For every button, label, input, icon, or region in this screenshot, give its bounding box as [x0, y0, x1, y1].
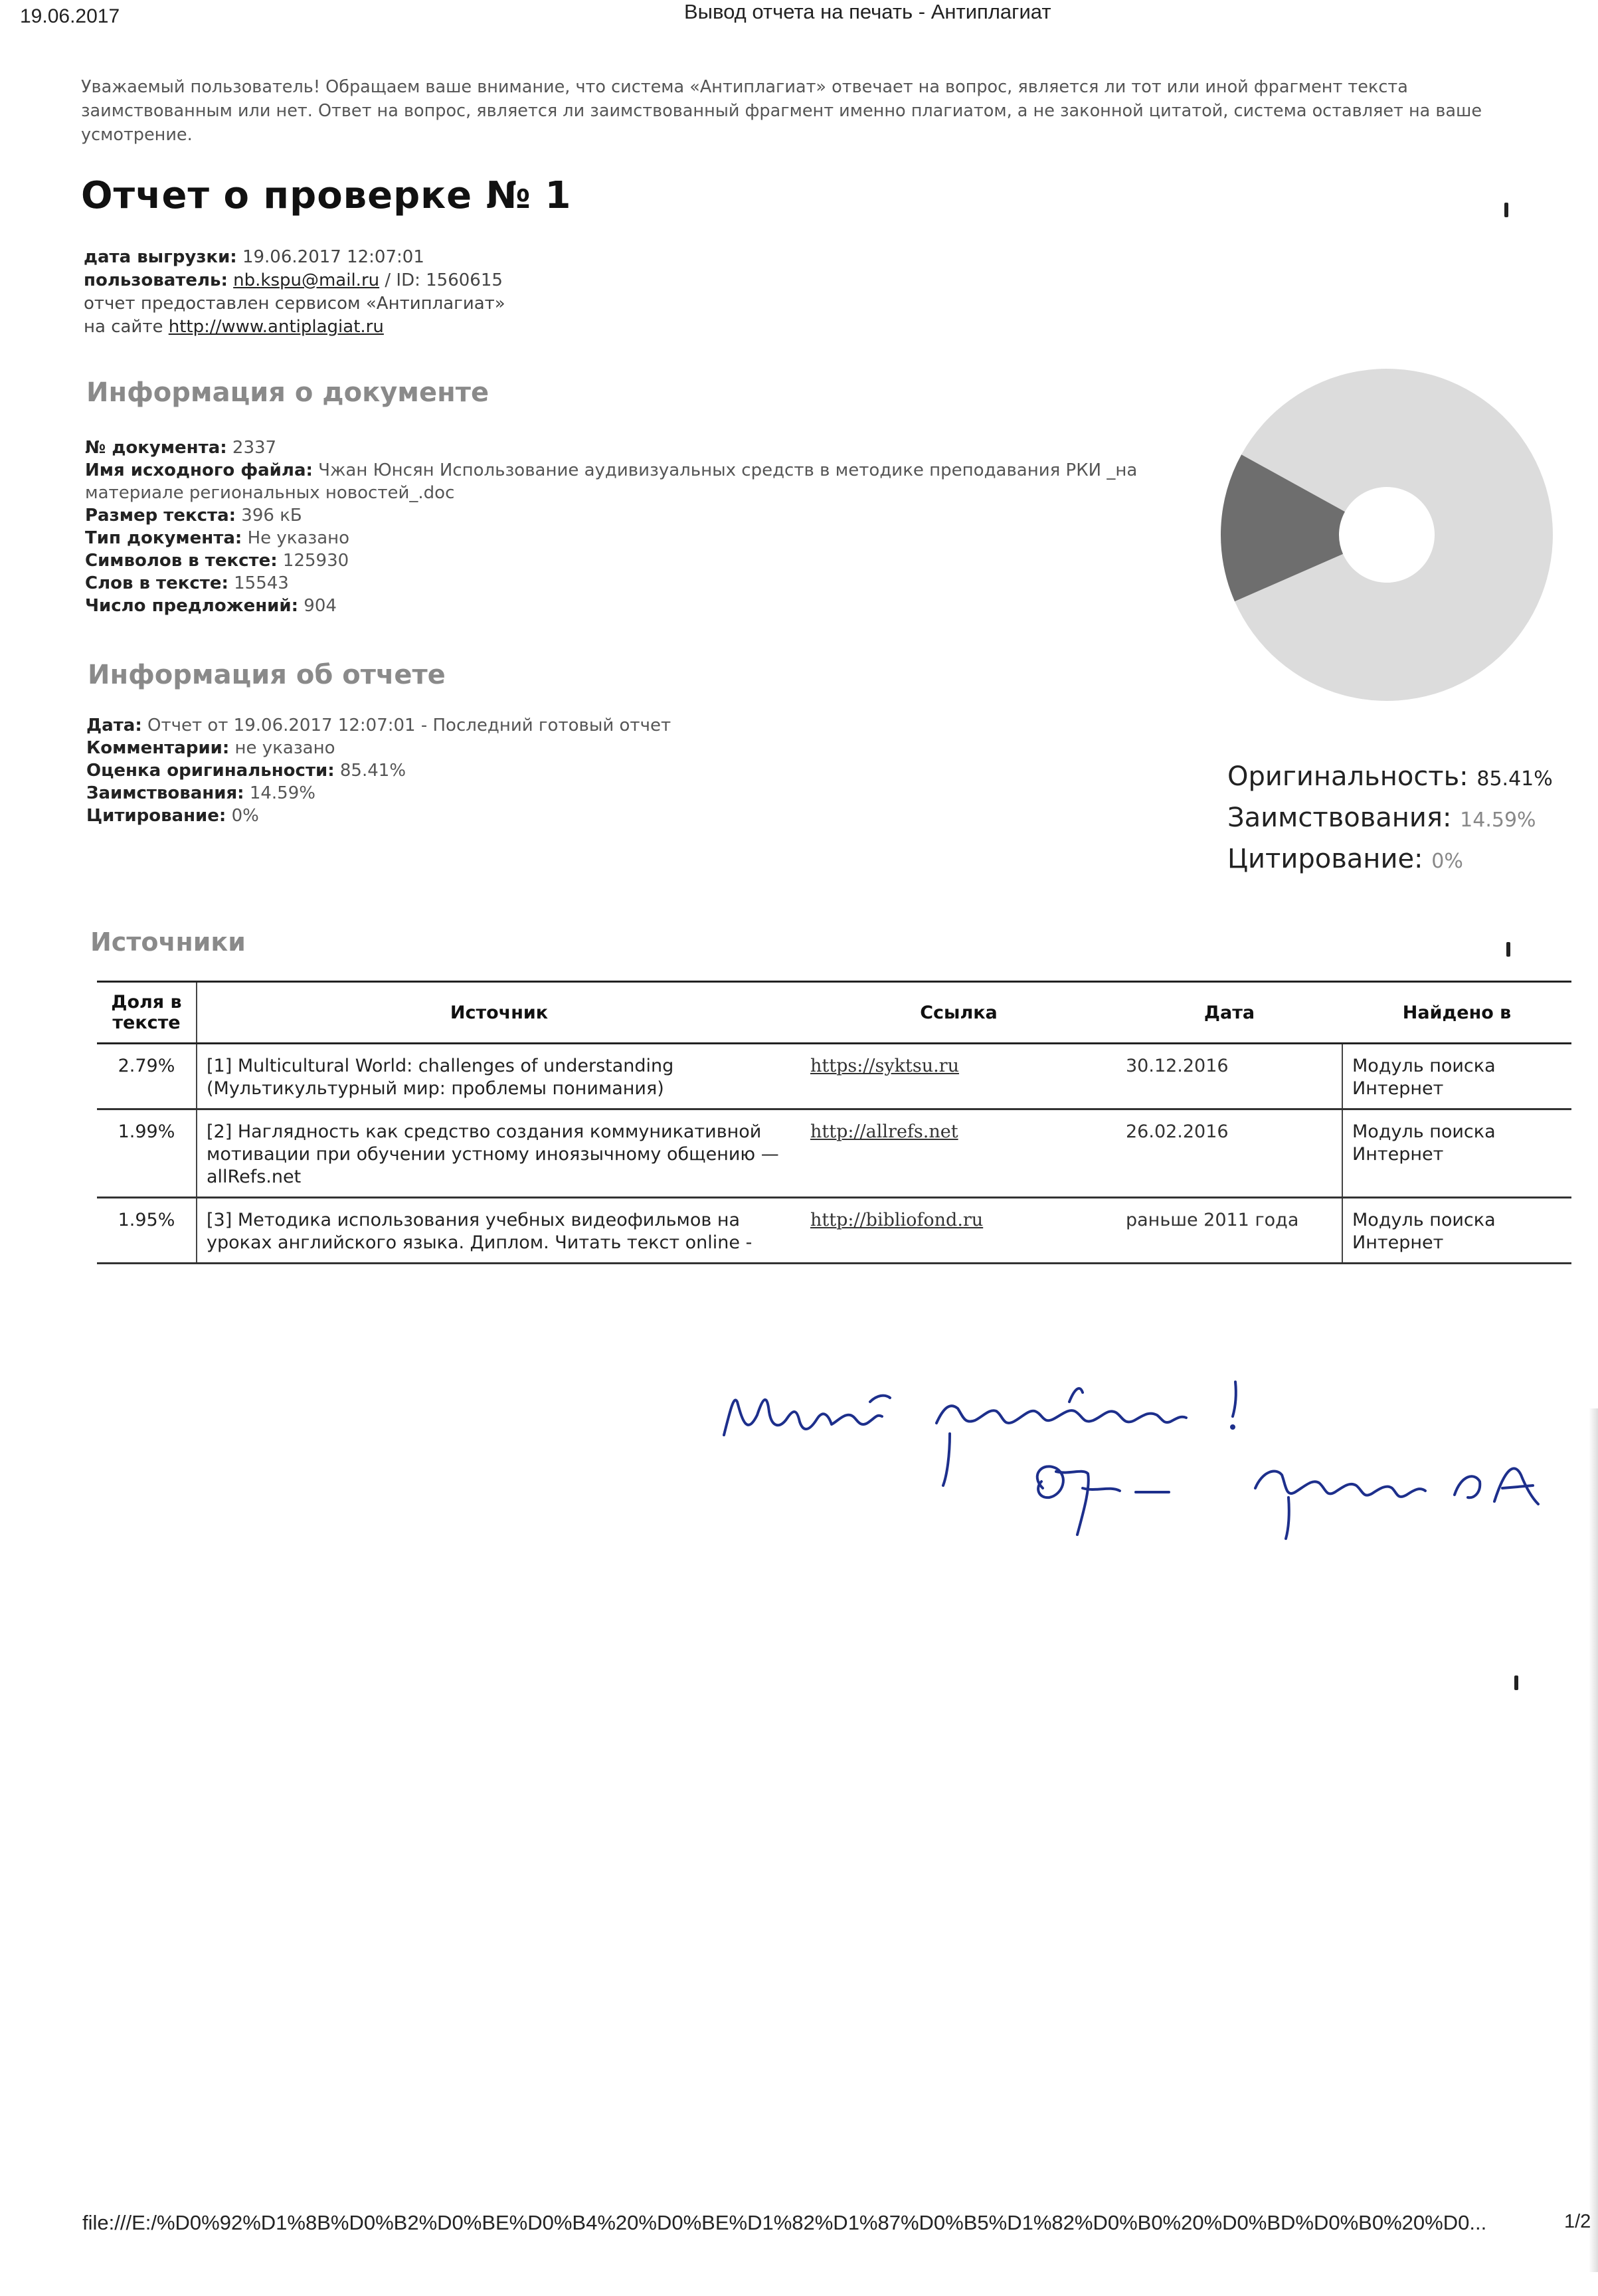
- size-label: Размер текста:: [85, 506, 236, 526]
- row-source-line2: уроках английского языка. Диплом. Читать текст online -: [207, 1232, 753, 1253]
- row-link[interactable]: https://syktsu.ru: [801, 1044, 1116, 1109]
- user-id: / ID: 1560615: [385, 270, 503, 290]
- row-date: раньше 2011 года: [1116, 1198, 1342, 1264]
- site-row: [84, 316, 505, 339]
- stat-originality-label: Оригинальность:: [1227, 761, 1468, 792]
- print-page-title: Вывод отчета на печать - Антиплагиат: [684, 0, 1051, 23]
- file-name-row-cont: [85, 482, 1181, 504]
- export-date-label: дата выгрузки:: [84, 247, 237, 267]
- row-share: 1.99%: [97, 1109, 197, 1198]
- row-date: 30.12.2016: [1116, 1044, 1342, 1109]
- row-found-line1: Модуль поиска: [1352, 1056, 1496, 1076]
- type-row: [85, 527, 1181, 549]
- row-link[interactable]: http://bibliofond.ru: [801, 1198, 1116, 1264]
- row-date: 26.02.2016: [1116, 1109, 1342, 1198]
- row-source-line1: [3] Методика использования учебных видеофильмов на: [207, 1210, 741, 1230]
- provided-by: отчет предоставлен сервисом «Антиплагиат»: [84, 294, 505, 314]
- originality-pie-chart: [1214, 362, 1559, 708]
- file-name-value: Чжан Юнсян Использование аудивизуальных средств в методике преподавания РКИ _на: [318, 460, 1138, 480]
- type-label: Тип документа:: [85, 528, 242, 548]
- col-share-line1: Доля в: [111, 992, 182, 1012]
- originality-score-value: 85.41%: [339, 761, 406, 781]
- size-row: [85, 504, 1181, 527]
- citation-row: [86, 805, 1083, 827]
- file-name-label: Имя исходного файла:: [85, 460, 313, 480]
- site-url-link[interactable]: http://www.antiplagiat.ru: [168, 317, 384, 337]
- sentences-label: Число предложений:: [85, 596, 299, 616]
- stat-originality: [1227, 757, 1553, 799]
- row-source-line2: (Мультикультурный мир: проблемы понимания): [207, 1078, 664, 1099]
- doc-number-value: 2337: [232, 438, 277, 458]
- table-row: [97, 1198, 1571, 1264]
- footer-file-url: file:///E:/%D0%92%D1%8B%D0%B2%D0%BE%D0%B4%20%D0%BE%D1%82%D1%87%D0%B5%D1%82%D0%B0%20%D0%BD%D0%B0%20%D0...: [82, 2211, 1487, 2234]
- user-row: [84, 269, 505, 292]
- export-date-row: [84, 246, 505, 269]
- print-date: 19.06.2017: [20, 5, 120, 27]
- user-label: пользователь:: [84, 270, 228, 290]
- row-share: 1.95%: [97, 1198, 197, 1264]
- scan-mark: [1504, 203, 1508, 217]
- borrowings-label: Заимствования:: [86, 783, 244, 803]
- user-email-link[interactable]: nb.kspu@mail.ru: [233, 270, 380, 290]
- words-value: 15543: [234, 573, 289, 593]
- col-date: Дата: [1116, 982, 1342, 1044]
- row-share: 2.79%: [97, 1044, 197, 1109]
- pie-svg: [1214, 362, 1559, 708]
- site-label: на сайте: [84, 317, 163, 337]
- scan-edge-shadow: [1589, 1408, 1598, 2272]
- table-row: [97, 1044, 1571, 1109]
- report-info-heading: Информация об отчете: [88, 660, 446, 690]
- words-row: [85, 572, 1181, 595]
- row-found-line2: Интернет: [1352, 1144, 1444, 1165]
- export-date-value: 19.06.2017 12:07:01: [242, 247, 424, 267]
- report-date-value: Отчет от 19.06.2017 12:07:01 - Последний готовый отчет: [147, 716, 671, 735]
- comments-row: [86, 737, 1083, 759]
- citation-label: Цитирование:: [86, 806, 226, 826]
- report-date-label: Дата:: [86, 716, 142, 735]
- stat-borrowings-label: Заимствования:: [1227, 803, 1452, 833]
- row-found-line1: Модуль поиска: [1352, 1210, 1496, 1230]
- citation-value: 0%: [231, 806, 259, 826]
- row-source: [197, 1198, 801, 1264]
- chars-label: Символов в тексте:: [85, 551, 278, 571]
- sentences-row: [85, 595, 1181, 617]
- col-share: [97, 982, 197, 1044]
- table-row: [97, 1109, 1571, 1198]
- row-link[interactable]: http://allrefs.net: [801, 1109, 1116, 1198]
- originality-score-row: [86, 759, 1083, 782]
- stat-citation-label: Цитирование:: [1227, 844, 1423, 874]
- sentences-value: 904: [304, 596, 337, 616]
- col-found-in: Найдено в: [1342, 982, 1571, 1044]
- row-source: [197, 1109, 801, 1198]
- stat-citation-value: 0%: [1431, 850, 1463, 873]
- originality-score-label: Оценка оригинальности:: [86, 761, 335, 781]
- report-title: Отчет о проверке № 1: [81, 174, 572, 217]
- user-notice: Уважаемый пользователь! Обращаем ваше внимание, что система «Антиплагиат» отвечает на вопрос, является ли тот или иной фрагмент текста заимствованным или нет. Ответ на вопрос, является ли заимствованный фрагмент именно плагиатом, а не законной цитатой, система оставляет на ваше усмотрение.: [81, 77, 1482, 145]
- row-found-in: [1342, 1198, 1571, 1264]
- stat-borrowings-value: 14.59%: [1460, 809, 1536, 832]
- handwritten-signature: [711, 1355, 1574, 1575]
- footer-page-number: 1/2: [1564, 2211, 1591, 2232]
- words-label: Слов в тексте:: [85, 573, 228, 593]
- document-info: [85, 436, 1181, 617]
- borrowings-value: 14.59%: [249, 783, 315, 803]
- doc-number-label: № документа:: [85, 438, 227, 458]
- col-link: Ссылка: [801, 982, 1116, 1044]
- size-value: 396 кБ: [241, 506, 302, 526]
- row-source: [197, 1044, 801, 1109]
- row-source-line2: мотивации при обучении устному иноязычному общению —: [207, 1144, 779, 1165]
- row-source-line1: [2] Наглядность как средство создания коммуникативной: [207, 1121, 762, 1142]
- report-info: [86, 714, 1083, 827]
- row-found-line2: Интернет: [1352, 1078, 1444, 1099]
- scan-mark: [1506, 942, 1510, 957]
- stat-borrowings: [1227, 799, 1553, 840]
- chart-stats: [1227, 757, 1553, 881]
- row-found-in: [1342, 1109, 1571, 1198]
- type-value: Не указано: [247, 528, 350, 548]
- row-source-line1: [1] Multicultural World: challenges of understanding: [207, 1056, 674, 1076]
- scan-mark: [1514, 1675, 1518, 1690]
- col-source: Источник: [197, 982, 801, 1044]
- row-source-line3: allRefs.net: [207, 1167, 302, 1187]
- row-found-in: [1342, 1044, 1571, 1109]
- sources-heading: Источники: [90, 927, 246, 957]
- sources-table: [97, 981, 1571, 1264]
- doc-number-row: [85, 436, 1181, 459]
- stat-originality-value: 85.41%: [1476, 767, 1553, 791]
- col-share-line2: тексте: [112, 1012, 181, 1033]
- row-found-line1: Модуль поиска: [1352, 1121, 1496, 1142]
- comments-value: не указано: [234, 738, 335, 758]
- document-info-heading: Информация о документе: [86, 377, 489, 408]
- file-name-row: [85, 459, 1181, 482]
- borrowings-row: [86, 782, 1083, 805]
- report-meta: [84, 246, 505, 339]
- sources-table-header: [97, 982, 1571, 1044]
- row-found-line2: Интернет: [1352, 1232, 1444, 1253]
- chars-value: 125930: [282, 551, 349, 571]
- stat-citation: [1227, 840, 1553, 881]
- chars-row: [85, 549, 1181, 572]
- report-date-row: [86, 714, 1083, 737]
- comments-label: Комментарии:: [86, 738, 230, 758]
- file-name-value-cont: материале региональных новостей_.doc: [85, 483, 455, 503]
